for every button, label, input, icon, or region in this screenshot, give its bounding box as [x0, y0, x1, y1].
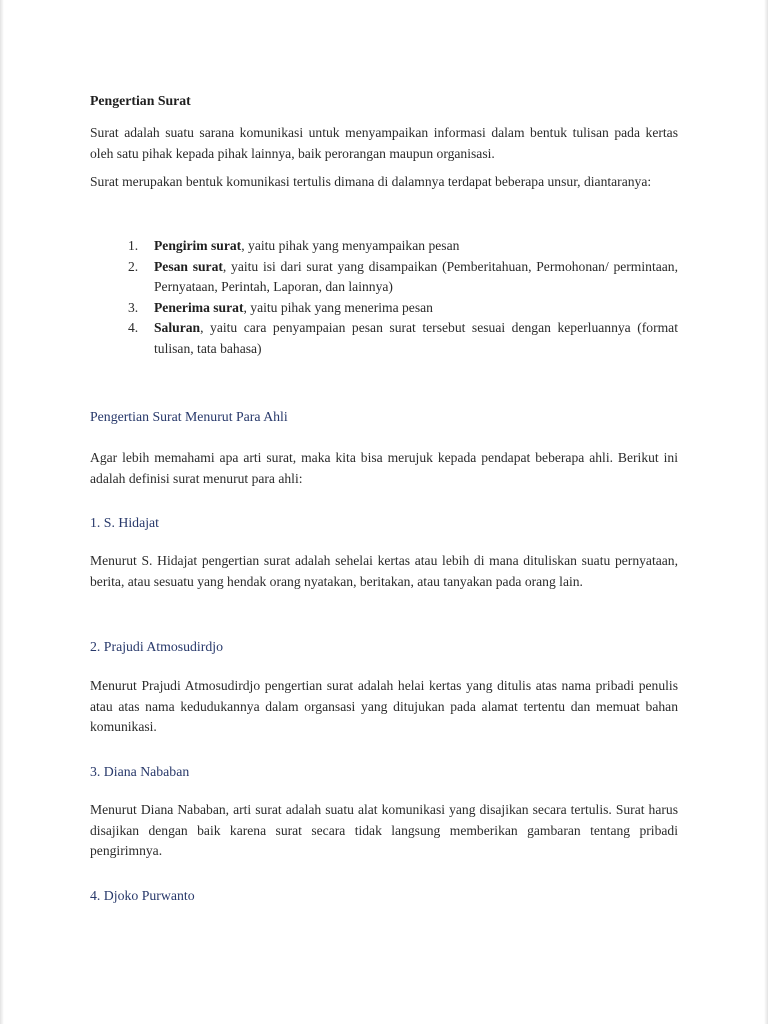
- expert-text-atmosudirdjo: Menurut Prajudi Atmosudirdjo pengertian surat adalah helai kertas yang ditulis atas nama pribadi penulis atau atas nama kedudukannya dalam organsasi yang ditujukan pada alamat tertentu dan memuat bahan komunikasi.: [90, 678, 678, 734]
- expert-heading-atmosudirdjo: 2. Prajudi Atmosudirdjo: [90, 639, 223, 654]
- expert-text-hidajat: Menurut S. Hidajat pengertian surat adalah sehelai kertas atau lebih di mana dituliskan suatu pernyataan, berita, atau sesuatu yang hendak orang nyatakan, beritakan, atau tanyakan pada orang lain.: [90, 553, 678, 589]
- list-item: [128, 318, 678, 359]
- section-intro-paragraph: Agar lebih memahami apa arti surat, maka kita bisa merujuk kepada pendapat beberapa ahli. Berikut ini adalah definisi surat menurut para ahli:: [90, 450, 678, 486]
- list-item-description: , yaitu cara penyampaian pesan surat tersebut sesuai dengan keperluannya (format tulisan, tata bahasa): [154, 320, 678, 356]
- list-item-number: 3.: [128, 299, 139, 315]
- expert-text-nababan: Menurut Diana Nababan, arti surat adalah suatu alat komunikasi yang disajikan secara tertulis. Surat harus disajikan dengan baik karena surat secara tidak langsung memberikan gambaran tentang pribadi pengirimnya.: [90, 802, 678, 858]
- elements-list: [128, 236, 678, 359]
- list-item: [128, 236, 678, 257]
- intro-paragraph-2: Surat merupakan bentuk komunikasi tertulis dimana di dalamnya terdapat beberapa unsur, diantaranya:: [90, 174, 652, 189]
- expert-heading-purwanto: 4. Djoko Purwanto: [90, 888, 195, 903]
- page-edge-left: [0, 0, 4, 1024]
- section-heading: Pengertian Surat Menurut Para Ahli: [90, 409, 288, 424]
- list-item-number: 2.: [128, 258, 139, 274]
- expert-heading-hidajat: 1. S. Hidajat: [90, 515, 159, 530]
- list-item-number: 1.: [128, 238, 139, 253]
- list-item-term: Pengirim surat: [154, 238, 242, 253]
- list-item-description: , yaitu pihak yang menerima pesan: [243, 299, 433, 315]
- list-item-term: Penerima surat: [154, 299, 244, 315]
- list-item-description: , yaitu isi dari surat yang disampaikan (Pemberitahuan, Permohonan/ permintaan, Pernyataan, Perintah, Laporan, dan lainnya): [154, 258, 678, 294]
- list-item-term: Pesan surat: [154, 258, 223, 274]
- document-title: Pengertian Surat: [90, 93, 191, 108]
- list-item-description: , yaitu pihak yang menyampaikan pesan: [241, 238, 460, 253]
- list-item: [128, 298, 678, 319]
- list-item: [128, 257, 678, 298]
- intro-paragraph-1: Surat adalah suatu sarana komunikasi untuk menyampaikan informasi dalam bentuk tulisan pada kertas oleh satu pihak kepada pihak lainnya, baik perorangan maupun organisasi.: [90, 125, 678, 161]
- expert-heading-nababan: 3. Diana Nababan: [90, 764, 190, 779]
- list-item-number: 4.: [128, 320, 139, 335]
- list-item-term: Saluran: [154, 320, 201, 335]
- page-edge-right: [764, 0, 768, 1024]
